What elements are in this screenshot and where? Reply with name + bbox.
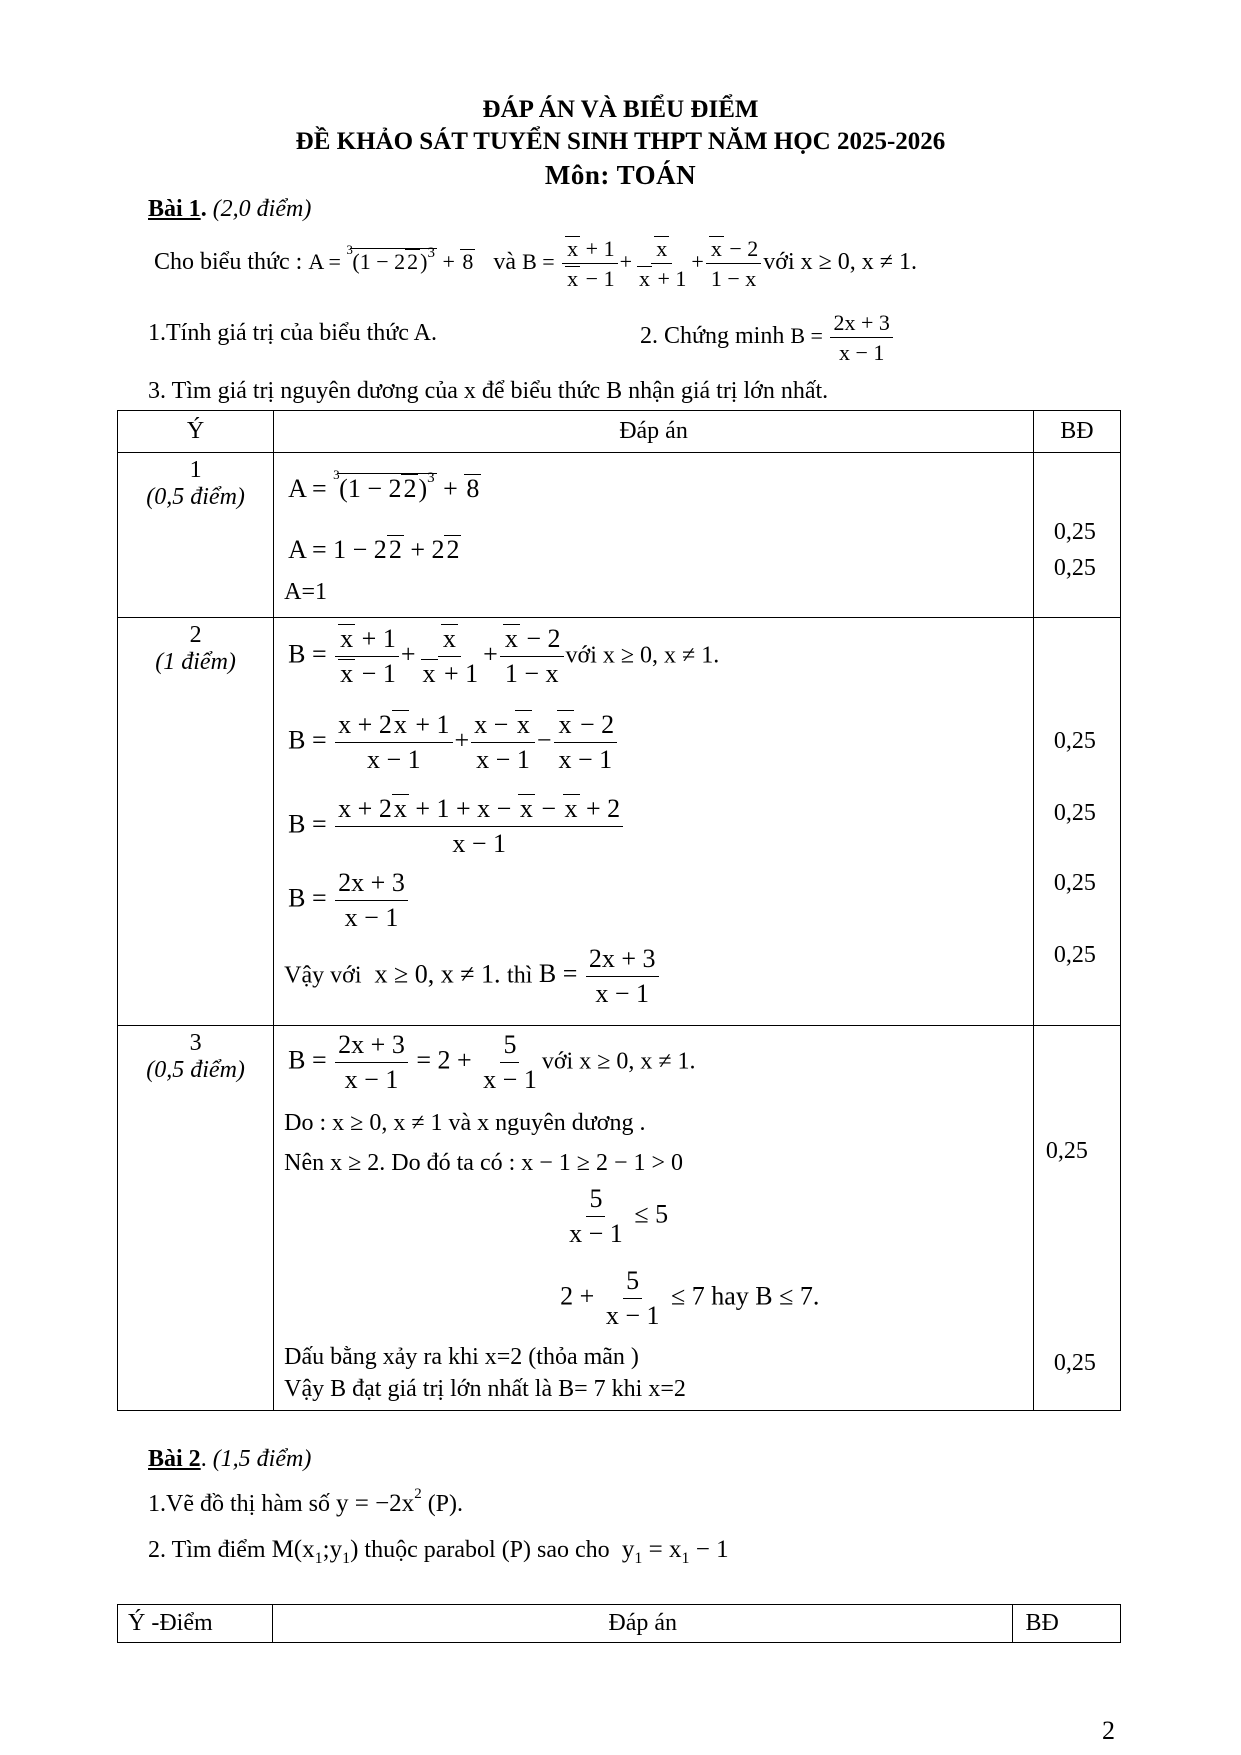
row2-step1: B = $\frac{x + 1}{x - 1}$ + $\frac{x}{x + 1}$ + $\frac{x - 2}{1 - x}$ với x ≥ 0, x ≠ 1. xyxy=(288,624,720,688)
bai1-q3: 3. Tìm giá trị nguyên dương của x để biểu thức B nhận giá trị lớn nhất. xyxy=(148,378,829,404)
title-line-2: ĐỀ KHẢO SÁT TUYỂN SINH THPT NĂM HỌC 2025-2026 xyxy=(295,128,946,155)
score-value: 0,25 xyxy=(1053,519,1096,545)
row1-points: (0,5 điểm) xyxy=(146,484,245,510)
row2-answer xyxy=(274,618,1034,1026)
bai1-label: Bài 1 xyxy=(148,196,201,222)
row3-num: 3 xyxy=(189,1030,202,1056)
bai1-cond: với x ≥ 0, x ≠ 1. xyxy=(763,248,917,275)
row3-ineq2: 2 + $\frac{5}{x - 1}$ ≤ 7 hay B ≤ 7. xyxy=(560,1266,820,1330)
row3-nen: Nên x ≥ 2. Do đó ta có : x − 1 ≥ 2 − 1 > 0 xyxy=(284,1150,684,1176)
expr-A: A = 3 $(1 - 22)^3 + 8$ xyxy=(308,241,474,274)
row2-score xyxy=(1033,618,1120,1026)
row2-step3: B = $\frac{x + 2x + 1 + x - x - x + 2}{x - 1}$ xyxy=(288,794,625,859)
bai2-col-y-header: Ý -Điểm xyxy=(118,1605,273,1643)
bai1-q2-text: 2. Chứng minh xyxy=(640,322,785,349)
row3-ineq1: $\frac{5}{x - 1}$ ≤ 5 xyxy=(569,1184,669,1248)
bai1-expression xyxy=(154,236,917,292)
row3-ineq2-tail: ≤ 7 hay B ≤ 7. xyxy=(670,1281,820,1311)
bai2-heading: Bài 2. (1,5 điểm) xyxy=(148,1446,312,1472)
table-row xyxy=(118,1026,1121,1411)
col-y-header: Ý xyxy=(118,411,274,453)
row1-step1: A = 3 $(1 - 22)^3 + 8$ xyxy=(288,467,480,503)
row1-num: 1 xyxy=(189,457,202,483)
row2-step2: B = $\frac{x + 2x + 1}{x - 1}$ + $\frac{x - x}{x - 1}$ − $\frac{x - 2}{x - 1}$ xyxy=(288,710,619,775)
score-value: 0,25 xyxy=(1045,1138,1088,1164)
row3-dau: Dấu bằng xảy ra khi x=2 (thỏa mãn ) xyxy=(284,1344,639,1370)
col-score-header: BĐ xyxy=(1033,411,1120,453)
bai2-answer-table xyxy=(117,1604,1121,1643)
row1-result: A=1 xyxy=(284,579,328,605)
row2-conclusion: Vậy với x ≥ 0, x ≠ 1. thì B = $\frac{2x + 3}{x - 1}$ xyxy=(284,944,660,1009)
row1-score xyxy=(1033,453,1120,618)
row2-step4: B = $\frac{2x + 3}{x - 1}$ xyxy=(288,868,410,933)
score-value: 0,25 xyxy=(1053,800,1096,826)
row3-vay: Vậy B đạt giá trị lớn nhất là B= 7 khi x=2 xyxy=(284,1376,686,1402)
row2-vay-cond: x ≥ 0, x ≠ 1. xyxy=(374,959,501,989)
row2-cond: với x ≥ 0, x ≠ 1. xyxy=(565,642,720,669)
bai2-label: Bài 2 xyxy=(148,1446,201,1472)
bai2-q2: 2. Tìm điểm $M(x_1;y_1)$ thuộc parabol (P) sao cho $y_1 = x_1 - 1$ xyxy=(148,1536,729,1567)
row1-answer xyxy=(274,453,1034,618)
row2-points: (1 điểm) xyxy=(155,649,236,675)
row3-points: (0,5 điểm) xyxy=(146,1057,245,1083)
bai1-q1: 1.Tính giá trị của biểu thức A. xyxy=(148,320,437,346)
score-value: 0,25 xyxy=(1053,942,1096,968)
score-value: 0,25 xyxy=(1053,728,1096,754)
page-number: 2 xyxy=(1102,1716,1115,1745)
bai2-points: (1,5 điểm) xyxy=(212,1446,312,1472)
score-value: 0,25 xyxy=(1053,870,1096,896)
row3-answer xyxy=(274,1026,1034,1411)
bai2-col-answer-header: Đáp án xyxy=(273,1605,1013,1643)
title-line-3: Môn: TOÁN xyxy=(544,160,697,190)
col-answer-header: Đáp án xyxy=(274,411,1034,453)
row3-do: Do : x ≥ 0, x ≠ 1 và x nguyên dương . xyxy=(284,1110,646,1136)
bai1-q2: 2. Chứng minh B = $\frac{2x + 3}{x - 1}$ xyxy=(640,310,895,366)
bai2-col-score-header: BĐ xyxy=(1013,1605,1121,1643)
bai1-answer-table xyxy=(117,410,1121,1411)
bai2-q2-text: 2. Tìm điểm xyxy=(148,1537,266,1563)
score-value: 0,25 xyxy=(1053,555,1096,581)
expr-B: B = $\frac{x + 1}{x - 1}$ + $\frac{x}{x + 1}$ + $\frac{x - 2}{1 - x}$ xyxy=(522,249,763,274)
row2-num: 2 xyxy=(189,622,202,648)
bai1-heading: Bài 1. (2,0 điểm) xyxy=(148,196,312,222)
bai1-points: (2,0 điểm) xyxy=(212,196,312,222)
row2-thi: thì xyxy=(507,962,533,989)
score-value: 0,25 xyxy=(1053,1350,1096,1376)
row3-score xyxy=(1033,1026,1120,1411)
row3-step1: B = $\frac{2x + 3}{x - 1}$ = 2 + $\frac{5}{x - 1}$ với x ≥ 0, x ≠ 1. xyxy=(288,1030,696,1094)
bai2-q1: 1.Vẽ đồ thị hàm số $y = -2x^2$ (P). xyxy=(148,1486,464,1517)
row1-step2: A = 1 − 22 + 22 xyxy=(288,535,460,564)
bai2-q2-mid: thuộc parabol (P) sao cho xyxy=(364,1537,610,1563)
bai2-q1-text: 1.Vẽ đồ thị hàm số xyxy=(148,1491,330,1517)
title-line-1: ĐÁP ÁN VÀ BIỂU ĐIỂM xyxy=(482,96,759,123)
bai2-q1-tail: (P). xyxy=(427,1491,464,1517)
row3-cond: với x ≥ 0, x ≠ 1. xyxy=(541,1048,696,1075)
bai1-and: và xyxy=(493,248,517,275)
row2-vay: Vậy với xyxy=(284,962,362,989)
table-row xyxy=(118,618,1121,1026)
table-row xyxy=(118,453,1121,618)
bai1-intro: Cho biểu thức : xyxy=(154,248,303,275)
